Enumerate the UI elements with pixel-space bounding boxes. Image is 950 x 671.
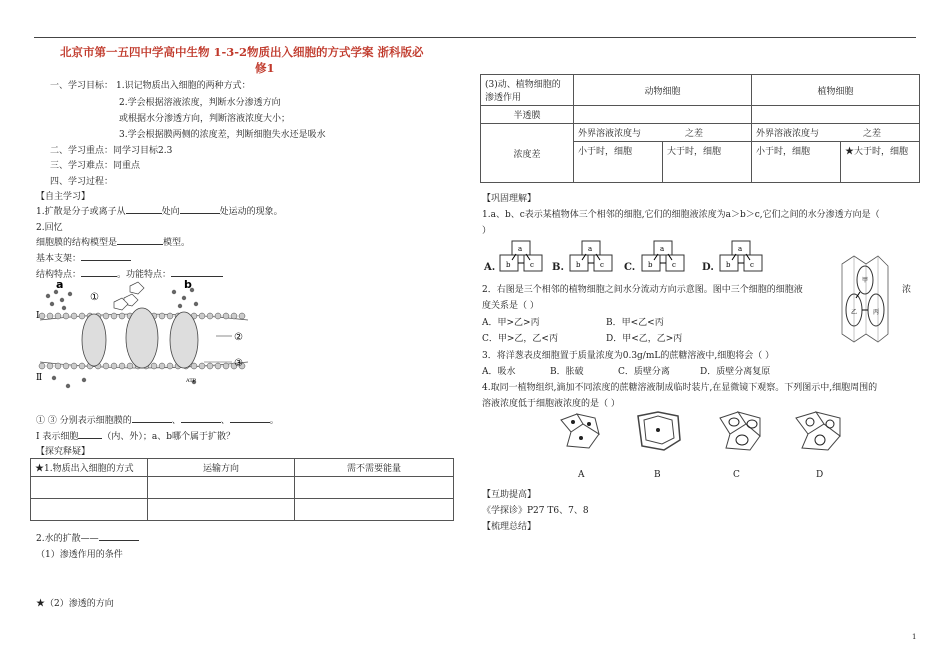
cell-b-letter: b — [726, 261, 731, 269]
q1-cell-diagram-c — [640, 240, 686, 274]
phospholipid-head — [55, 363, 61, 369]
cell-a-letter: a — [660, 245, 665, 253]
table1-header-energy: 需不需要能量 — [295, 459, 454, 477]
consolidate-q2: 2．右图是三个相邻的植物细胞之间水分流动方向示意图。图中三个细胞的细胞液 — [482, 285, 803, 295]
phospholipid-head — [39, 313, 45, 319]
table2-animal-more: 大于时，细胞 — [663, 142, 752, 183]
phospholipid-head — [47, 363, 53, 369]
basic-scaffold: 基本支架： — [36, 251, 131, 264]
top-rule — [34, 37, 916, 38]
q1-option-b[interactable] — [552, 240, 614, 274]
phospholipid-head — [111, 363, 117, 369]
label-atp: ATP — [186, 378, 197, 384]
cell-c-letter: c — [600, 261, 604, 269]
table2-outer-animal: 外界溶液浓度与 之差 — [574, 124, 752, 142]
q1-option-c-label: C. — [624, 262, 636, 273]
label-two: ② — [234, 332, 243, 343]
table1-cell — [295, 477, 454, 499]
page-number: 1 — [912, 633, 917, 641]
learning-focus: 二、学习重点：同学习目标2.3 — [50, 146, 173, 156]
structure-features: 结构特点： 。功能特点： — [36, 267, 223, 280]
table2-row-membrane: 半透膜 — [481, 106, 574, 124]
question-side: Ⅰ 表示细胞 （内、外）；a、b哪个属于扩散？ — [36, 432, 236, 442]
cell-option-image-b[interactable] — [634, 410, 684, 452]
glycoprotein-chain — [114, 282, 144, 310]
cell-c-letter: c — [530, 261, 534, 269]
phospholipid-head — [151, 363, 157, 369]
label-a: a — [56, 278, 64, 291]
cell-option-label-c: C — [733, 470, 740, 480]
q1-option-b-label: B. — [552, 262, 564, 273]
phospholipid-head — [39, 363, 45, 369]
cell-yi-label: 乙 — [851, 309, 858, 316]
phospholipid-head — [239, 313, 245, 319]
table1-header-direction: 运输方向 — [148, 459, 295, 477]
phospholipid-head — [63, 313, 69, 319]
phospholipid-head — [63, 363, 69, 369]
phospholipid-head — [55, 313, 61, 319]
q3-option-d[interactable]: D．质壁分离复原 — [700, 367, 771, 377]
table2-plant-more: ★大于时，细胞 — [841, 142, 920, 183]
phospholipid-head — [207, 363, 213, 369]
q2-option-c[interactable]: C．甲>乙，乙<丙 — [482, 334, 558, 344]
phospholipid-head — [215, 313, 221, 319]
cell-c-letter: c — [750, 261, 754, 269]
cell-a-letter: a — [518, 245, 523, 253]
table2-cell — [752, 106, 920, 124]
consolidate-q2-end: 浓 — [902, 285, 912, 295]
phospholipid-head — [111, 313, 117, 319]
cell-option-image-c[interactable] — [716, 410, 766, 452]
cell-bing-label: 丙 — [873, 309, 880, 316]
membrane-proteins — [82, 308, 198, 368]
phospholipid-head — [167, 313, 173, 319]
table2-header-plant: 植物细胞 — [752, 75, 920, 106]
phospholipid-head — [71, 313, 77, 319]
question-membrane-names: ① ③ 分别表示细胞膜的 、 、 。 — [36, 416, 279, 426]
goal-2: 2.学会根据溶液浓度，判断水分渗透方向 — [119, 98, 281, 108]
consolidate-q1-close: ） — [482, 226, 492, 236]
goal-1: 1.识记物质出入细胞的两种方式： — [116, 81, 251, 91]
goal-2b: 或根据水分渗透方向，判断溶液浓度大小； — [119, 114, 291, 124]
phospholipid-head — [119, 363, 125, 369]
cell-a-letter: a — [738, 245, 743, 253]
phospholipid-head — [231, 313, 237, 319]
cell-option-label-d: D — [816, 470, 824, 480]
phospholipid-head — [199, 363, 205, 369]
osmosis-condition: （1）渗透作用的条件 — [36, 550, 123, 560]
table1-cell — [31, 499, 148, 521]
consolidate-q3: 3．将洋葱表皮细胞置于质量浓度为0.3g/mL的蔗糖溶液中,细胞将会（ ） — [482, 351, 775, 361]
phospholipid-head — [79, 313, 85, 319]
osmosis-direction: ★（2）渗透的方向 — [36, 599, 114, 609]
self-study-heading: 【自主学习】 — [36, 192, 91, 202]
phospholipid-head — [207, 313, 213, 319]
phospholipid-head — [103, 363, 109, 369]
learning-process: 四、学习过程： — [50, 177, 114, 187]
q3-option-b[interactable]: B．胀破 — [550, 367, 584, 377]
transport-methods-table — [30, 458, 454, 521]
q3-option-a[interactable]: A．吸水 — [482, 367, 516, 377]
reference-text: 《学探诊》P27 T6、7、8 — [482, 506, 589, 516]
cell-c-letter: c — [672, 261, 676, 269]
phospholipid-head — [127, 363, 133, 369]
cell-jia-label: 甲 — [862, 277, 869, 284]
cell-option-image-a[interactable] — [555, 410, 605, 452]
cell-a-letter: a — [588, 245, 593, 253]
phospholipid-head — [167, 363, 173, 369]
table2-cell — [574, 106, 752, 124]
label-three: ③ — [234, 358, 243, 369]
phospholipid-head — [79, 363, 85, 369]
label-b: b — [184, 278, 192, 291]
q2-option-b[interactable]: B．甲<乙<丙 — [606, 318, 664, 328]
cell-option-image-d[interactable] — [792, 410, 846, 452]
cell-option-label-b: B — [654, 470, 661, 480]
phospholipid-head — [103, 313, 109, 319]
q2-option-d[interactable]: D．甲<乙，乙>丙 — [606, 334, 683, 344]
table2-header-animal: 动物细胞 — [574, 75, 752, 106]
cell-b-letter: b — [506, 261, 511, 269]
osmosis-comparison-table — [480, 74, 920, 183]
phospholipid-head — [47, 313, 53, 319]
table2-header-title: (3)动、植物细胞的渗透作用 — [481, 75, 574, 106]
q1-option-a[interactable] — [484, 240, 544, 274]
question-2: 2.回忆 — [36, 223, 63, 233]
phospholipid-head — [199, 313, 205, 319]
table1-cell — [295, 499, 454, 521]
q1-option-d-label: D. — [702, 262, 714, 273]
table2-plant-less: 小于时，细胞 — [752, 142, 841, 183]
explore-heading: 【探究释疑】 — [36, 447, 91, 457]
phospholipid-head — [71, 363, 77, 369]
q1-cell-diagram-b — [568, 240, 614, 274]
learning-difficulty: 三、学习难点：同重点 — [50, 161, 141, 171]
label-roman-1: Ⅰ — [36, 311, 40, 321]
q2-option-a[interactable]: A．甲>乙>丙 — [482, 318, 540, 328]
cell-b-letter: b — [648, 261, 653, 269]
phospholipid-head — [215, 363, 221, 369]
q1-cell-diagram-a — [498, 240, 544, 274]
question-1: 1.扩散是分子或离子从 处向 处运动的现象。 — [36, 207, 283, 217]
phospholipid-head — [159, 363, 165, 369]
phospholipid-head — [223, 363, 229, 369]
table2-row-gradient: 浓度差 — [481, 124, 574, 183]
table1-header-method: ★1.物质出入细胞的方式 — [31, 459, 148, 477]
phospholipid-head — [191, 363, 197, 369]
membrane-model: 细胞膜的结构模型是 模型。 — [36, 238, 191, 248]
phospholipid-head — [119, 313, 125, 319]
consolidate-q4: 4.取同一植物组织,滴加不同浓度的蔗糖溶液制成临时装片,在显微镜下观察。下列图示中,细胞周围的 — [482, 383, 878, 393]
plant-cells-flow-figure — [838, 254, 892, 344]
consolidate-q1: 1.a、b、c表示某植物体三个相邻的细胞,它们的细胞液浓度为a＞b＞c,它们之间的水分渗透方向是（ — [482, 210, 880, 220]
q1-cell-diagram-d — [718, 240, 764, 274]
cell-option-label-a: A — [578, 470, 585, 480]
consolidate-q4b: 溶液浓度低于细胞液浓度的是（ ） — [482, 399, 620, 409]
q1-option-c[interactable] — [624, 240, 686, 274]
doc-title-line2: 修1 — [255, 61, 275, 75]
consolidate-heading: 【巩固理解】 — [482, 194, 537, 204]
cell-membrane-diagram — [34, 278, 254, 398]
summary-heading: 【梳理总结】 — [482, 522, 537, 532]
q1-option-d[interactable] — [702, 240, 764, 274]
phospholipid-head — [223, 313, 229, 319]
goal-3: 3.学会根据膜两侧的浓度差，判断细胞失水还是吸水 — [119, 130, 326, 140]
table2-animal-less: 小于时，细胞 — [574, 142, 663, 183]
help-heading: 【互助提高】 — [482, 490, 537, 500]
phospholipid-head — [159, 313, 165, 319]
q3-option-c[interactable]: C．质壁分离 — [618, 367, 670, 377]
table1-cell — [31, 477, 148, 499]
label-roman-2: Ⅱ — [36, 373, 43, 383]
cell-b-letter: b — [576, 261, 581, 269]
goals-label: 一、学习目标： — [50, 81, 114, 91]
doc-title-line1: 北京市第一五四中学高中生物 1-3-2物质出入细胞的方式学案 浙科版必 — [60, 45, 424, 59]
label-one: ① — [90, 292, 99, 303]
table1-cell — [148, 477, 295, 499]
water-diffusion: 2.水的扩散—— — [36, 531, 139, 544]
table1-cell — [148, 499, 295, 521]
consolidate-q2b: 度关系是（ ） — [482, 301, 539, 311]
table2-outer-plant: 外界溶液浓度与 之差 — [752, 124, 920, 142]
q1-option-a-label: A. — [484, 262, 496, 273]
